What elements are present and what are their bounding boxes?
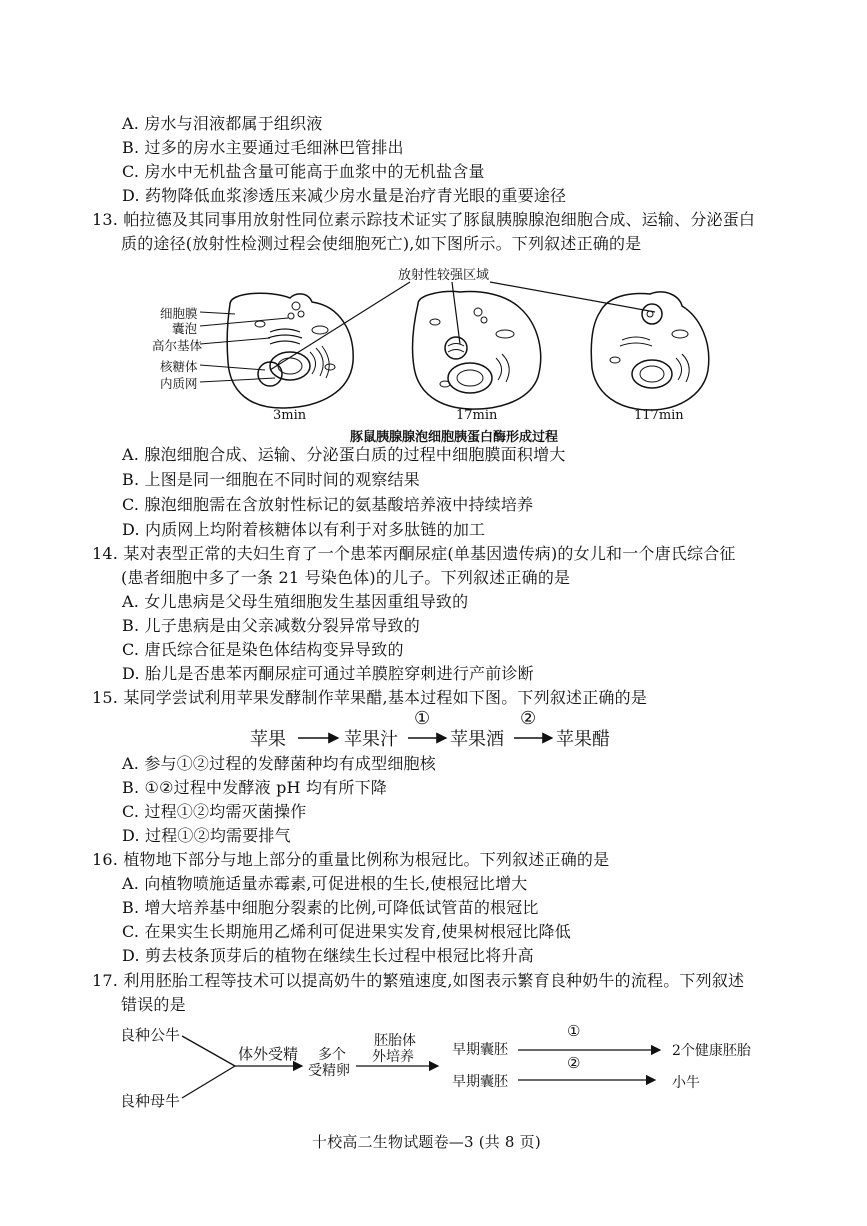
output-calf: 小牛 xyxy=(672,1075,700,1091)
q16-option-a: A. 向植物喷施适量赤霉素,可促进根的生长,使根冠比增大 xyxy=(122,874,528,893)
time-17min: 17min xyxy=(456,408,498,423)
q14-option-b: B. 儿子患病是由父亲减数分裂异常导致的 xyxy=(122,616,420,635)
zygotes-label-line1: 多个 xyxy=(318,1047,346,1063)
q12-option-c: C. 房水中无机盐含量可能高于血浆中的无机盐含量 xyxy=(122,162,485,181)
bull-label: 良种公牛 xyxy=(120,1026,181,1044)
q16-stem: 16. 植物地下部分与地上部分的重量比例称为根冠比。下列叙述正确的是 xyxy=(92,850,610,869)
q17-stem-line1: 17. 利用胚胎工程等技术可以提高奶牛的繁殖速度,如图表示繁育良种奶牛的流程。下列叙述 xyxy=(92,971,745,990)
q15-option-a: A. 参与①②过程的发酵菌种均有成型细胞核 xyxy=(122,754,436,773)
q13-stem-line2: 质的途径(放射性检测过程会使细胞死亡),如下图所示。下列叙述正确的是 xyxy=(121,234,642,253)
q14-stem-line1: 14. 某对表型正常的夫妇生育了一个患苯丙酮尿症(单基因遗传病)的女儿和一个唐氏综合征 xyxy=(92,544,736,563)
cell-3min xyxy=(227,293,353,408)
ivf-label: 体外受精 xyxy=(238,1045,299,1063)
q16-option-c: C. 在果实生长期施用乙烯利可促进果实发育,使果树根冠比降低 xyxy=(122,922,571,941)
label-er: 内质网 xyxy=(160,376,198,391)
flow-apple: 苹果 xyxy=(250,729,286,750)
flow-step-2: ② xyxy=(520,708,537,729)
q15-option-b: B. ①②过程中发酵液 pH 均有所下降 xyxy=(122,778,387,797)
cell-117min xyxy=(591,292,708,410)
q16-option-d: D. 剪去枝条顶芽后的植物在继续生长过程中根冠比将升高 xyxy=(122,946,534,965)
label-cell-membrane: 细胞膜 xyxy=(160,306,198,321)
flow-apple-juice: 苹果汁 xyxy=(344,729,398,750)
q13-option-a: A. 腺泡细胞合成、运输、分泌蛋白质的过程中细胞膜面积增大 xyxy=(122,445,566,464)
time-117min: 117min xyxy=(634,408,684,423)
q15-flow-diagram xyxy=(250,708,630,752)
q16-option-b: B. 增大培养基中细胞分裂素的比例,可降低试管苗的根冠比 xyxy=(122,898,539,917)
q13-option-c: C. 腺泡细胞需在含放射性标记的氨基酸培养液中持续培养 xyxy=(122,495,534,514)
early-blastocyst-a: 早期囊胚 xyxy=(452,1042,508,1058)
q17-figure xyxy=(120,1018,770,1118)
q15-option-d: D. 过程①②均需要排气 xyxy=(122,826,291,845)
early-blastocyst-b: 早期囊胚 xyxy=(452,1074,508,1090)
cell-17min xyxy=(413,292,541,410)
q13-option-d: D. 内质网上均附着核糖体以有利于对多肽链的加工 xyxy=(122,520,486,539)
flow-apple-wine: 苹果酒 xyxy=(450,729,504,750)
flow-step-1: ① xyxy=(414,708,431,729)
q13-stem-line1: 13. 帕拉德及其同事用放射性同位素示踪技术证实了豚鼠胰腺腺泡细胞合成、运输、分泌蛋白 xyxy=(92,210,756,229)
q12-option-a: A. 房水与泪液都属于组织液 xyxy=(122,114,323,133)
step-2-marker: ② xyxy=(567,1054,581,1072)
cow-label: 良种母牛 xyxy=(120,1092,181,1110)
q14-option-c: C. 唐氏综合征是染色体结构变异导致的 xyxy=(122,640,404,659)
zygotes-label-line2: 受精卵 xyxy=(308,1063,350,1079)
label-ribosome: 核糖体 xyxy=(160,359,198,374)
time-3min: 3min xyxy=(273,408,307,423)
q15-stem: 15. 某同学尝试利用苹果发酵制作苹果醋,基本过程如下图。下列叙述正确的是 xyxy=(92,688,648,707)
q14-option-a: A. 女儿患病是父母生殖细胞发生基因重组导致的 xyxy=(122,592,469,611)
figure-caption: 豚鼠胰腺腺泡细胞胰蛋白酶形成过程 xyxy=(350,430,559,445)
q13-option-b: B. 上图是同一细胞在不同时间的观察结果 xyxy=(122,470,420,489)
step-1-marker: ① xyxy=(567,1022,581,1040)
label-golgi: 高尔基体 xyxy=(152,338,203,353)
flow-apple-vinegar: 苹果醋 xyxy=(556,729,610,750)
q13-figure xyxy=(152,262,720,445)
culture-label-line1: 胚胎体 xyxy=(374,1033,416,1049)
q12-option-d: D. 药物降低血浆渗透压来减少房水量是治疗青光眼的重要途径 xyxy=(122,186,567,205)
q15-option-c: C. 过程①②均需灭菌操作 xyxy=(122,802,307,821)
q14-option-d: D. 胎儿是否患苯丙酮尿症可通过羊膜腔穿刺进行产前诊断 xyxy=(122,664,534,683)
culture-label-line2: 外培养 xyxy=(372,1049,414,1065)
q12-option-b: B. 过多的房水主要通过毛细淋巴管排出 xyxy=(122,138,404,157)
page-footer: 十校高二生物试题卷—3 (共 8 页) xyxy=(312,1133,541,1151)
label-vesicle: 囊泡 xyxy=(172,321,198,336)
q14-stem-line2: (患者细胞中多了一条 21 号染色体)的儿子。下列叙述正确的是 xyxy=(121,568,571,587)
q17-stem-line2: 错误的是 xyxy=(121,995,186,1014)
output-two-embryos: 2个健康胚胎 xyxy=(672,1043,751,1059)
breeding-flow-lines xyxy=(120,1018,770,1118)
radioactive-region-label: 放射性较强区域 xyxy=(398,268,490,283)
